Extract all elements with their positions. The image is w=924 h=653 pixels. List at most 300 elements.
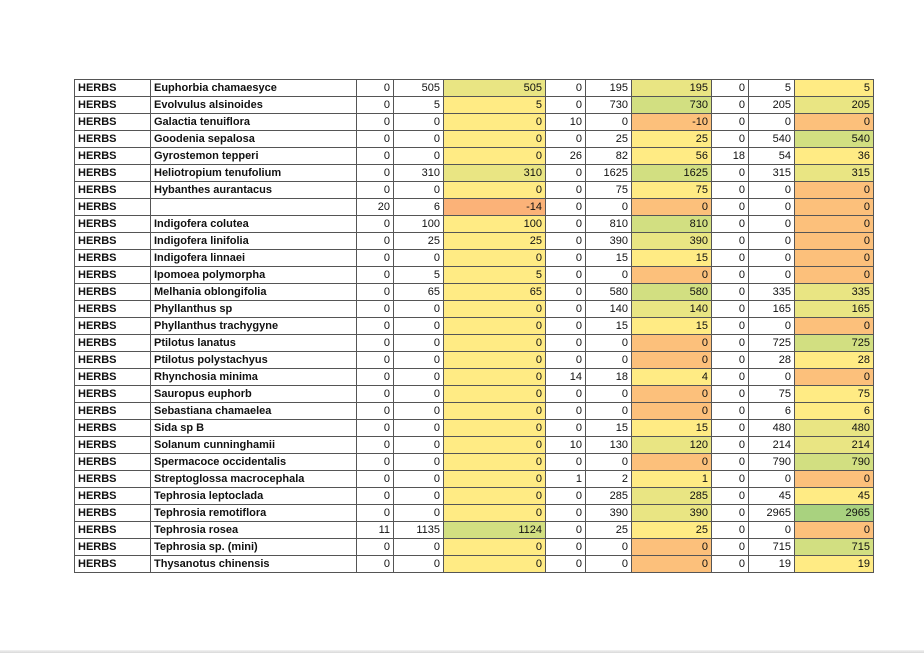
value-cell: 2965 xyxy=(749,505,795,522)
species-cell: Phyllanthus trachygyne xyxy=(151,318,357,335)
difference-cell: 0 xyxy=(444,318,546,335)
difference-cell: 0 xyxy=(444,335,546,352)
value-cell: 0 xyxy=(357,284,394,301)
difference-cell: 19 xyxy=(795,556,874,573)
table-row xyxy=(75,539,874,556)
difference-cell: 390 xyxy=(632,233,712,250)
category-cell: HERBS xyxy=(75,556,151,573)
value-cell: 0 xyxy=(546,386,586,403)
species-cell: Goodenia sepalosa xyxy=(151,131,357,148)
species-cell: Phyllanthus sp xyxy=(151,301,357,318)
difference-cell: 480 xyxy=(795,420,874,437)
species-cell: Sebastiana chamaelea xyxy=(151,403,357,420)
value-cell: 0 xyxy=(546,284,586,301)
value-cell: 310 xyxy=(394,165,444,182)
species-cell: Ptilotus lanatus xyxy=(151,335,357,352)
value-cell: 0 xyxy=(394,403,444,420)
value-cell: 0 xyxy=(357,335,394,352)
value-cell: 75 xyxy=(749,386,795,403)
value-cell: 0 xyxy=(546,250,586,267)
value-cell: 0 xyxy=(357,148,394,165)
species-cell: Solanum cunninghamii xyxy=(151,437,357,454)
difference-cell: 2965 xyxy=(795,505,874,522)
difference-cell: 75 xyxy=(795,386,874,403)
value-cell: 0 xyxy=(712,114,749,131)
value-cell: 0 xyxy=(586,335,632,352)
value-cell: 0 xyxy=(546,80,586,97)
difference-cell: 214 xyxy=(795,437,874,454)
category-cell: HERBS xyxy=(75,267,151,284)
species-cell: Tephrosia sp. (mini) xyxy=(151,539,357,556)
difference-cell: 1 xyxy=(632,471,712,488)
value-cell: 0 xyxy=(712,233,749,250)
value-cell: 65 xyxy=(394,284,444,301)
difference-cell: 0 xyxy=(444,437,546,454)
species-cell: Thysanotus chinensis xyxy=(151,556,357,573)
category-cell: HERBS xyxy=(75,131,151,148)
table-row xyxy=(75,148,874,165)
value-cell: 0 xyxy=(546,301,586,318)
difference-cell: 0 xyxy=(795,318,874,335)
difference-cell: 540 xyxy=(795,131,874,148)
difference-cell: 390 xyxy=(632,505,712,522)
value-cell: 390 xyxy=(586,233,632,250)
value-cell: 0 xyxy=(712,301,749,318)
value-cell: 6 xyxy=(394,199,444,216)
table-row xyxy=(75,386,874,403)
value-cell: 1625 xyxy=(586,165,632,182)
species-cell: Streptoglossa macrocephala xyxy=(151,471,357,488)
value-cell: 0 xyxy=(394,131,444,148)
value-cell: 5 xyxy=(394,97,444,114)
value-cell: 0 xyxy=(546,318,586,335)
table-row xyxy=(75,131,874,148)
difference-cell: 0 xyxy=(444,352,546,369)
value-cell: 0 xyxy=(357,250,394,267)
value-cell: 0 xyxy=(357,352,394,369)
difference-cell: 0 xyxy=(795,182,874,199)
value-cell: 0 xyxy=(546,267,586,284)
value-cell: 0 xyxy=(712,403,749,420)
value-cell: 0 xyxy=(394,437,444,454)
value-cell: 0 xyxy=(394,386,444,403)
value-cell: 725 xyxy=(749,335,795,352)
table-row xyxy=(75,250,874,267)
value-cell: 18 xyxy=(586,369,632,386)
difference-cell: 6 xyxy=(795,403,874,420)
value-cell: 0 xyxy=(712,505,749,522)
difference-cell: 0 xyxy=(632,539,712,556)
difference-cell: 0 xyxy=(632,335,712,352)
difference-cell: 0 xyxy=(632,199,712,216)
value-cell: 28 xyxy=(749,352,795,369)
species-table xyxy=(74,79,874,573)
value-cell: 0 xyxy=(712,216,749,233)
value-cell: 0 xyxy=(357,403,394,420)
value-cell: 0 xyxy=(712,488,749,505)
value-cell: 0 xyxy=(586,403,632,420)
category-cell: HERBS xyxy=(75,386,151,403)
difference-cell: 0 xyxy=(444,148,546,165)
table-row xyxy=(75,335,874,352)
value-cell: 0 xyxy=(749,471,795,488)
value-cell: 0 xyxy=(546,335,586,352)
species-cell: Euphorbia chamaesyce xyxy=(151,80,357,97)
difference-cell: 0 xyxy=(444,250,546,267)
species-cell: Indigofera linnaei xyxy=(151,250,357,267)
value-cell: 0 xyxy=(712,522,749,539)
value-cell: 214 xyxy=(749,437,795,454)
value-cell: 810 xyxy=(586,216,632,233)
species-cell: Evolvulus alsinoides xyxy=(151,97,357,114)
value-cell: 0 xyxy=(357,267,394,284)
species-cell: Indigofera colutea xyxy=(151,216,357,233)
value-cell: 0 xyxy=(357,131,394,148)
species-cell: Ptilotus polystachyus xyxy=(151,352,357,369)
value-cell: 0 xyxy=(546,539,586,556)
difference-cell: 0 xyxy=(444,454,546,471)
difference-cell: 15 xyxy=(632,250,712,267)
value-cell: 0 xyxy=(712,556,749,573)
difference-cell: 28 xyxy=(795,352,874,369)
value-cell: 0 xyxy=(394,352,444,369)
difference-cell: 580 xyxy=(632,284,712,301)
table-row xyxy=(75,182,874,199)
value-cell: 0 xyxy=(712,199,749,216)
table-row xyxy=(75,80,874,97)
value-cell: 0 xyxy=(546,131,586,148)
difference-cell: 315 xyxy=(795,165,874,182)
difference-cell: 0 xyxy=(795,233,874,250)
difference-cell: 0 xyxy=(444,301,546,318)
value-cell: 0 xyxy=(749,233,795,250)
difference-cell: 0 xyxy=(795,267,874,284)
category-cell: HERBS xyxy=(75,199,151,216)
value-cell: 0 xyxy=(394,369,444,386)
value-cell: 0 xyxy=(546,352,586,369)
value-cell: 25 xyxy=(586,131,632,148)
value-cell: 0 xyxy=(357,505,394,522)
difference-cell: 140 xyxy=(632,301,712,318)
value-cell: 0 xyxy=(394,539,444,556)
category-cell: HERBS xyxy=(75,165,151,182)
value-cell: 15 xyxy=(586,250,632,267)
species-cell: Indigofera linifolia xyxy=(151,233,357,250)
value-cell: 0 xyxy=(586,454,632,471)
value-cell: 0 xyxy=(586,556,632,573)
value-cell: 0 xyxy=(586,267,632,284)
table-row xyxy=(75,403,874,420)
value-cell: 0 xyxy=(586,539,632,556)
value-cell: 0 xyxy=(394,250,444,267)
category-cell: HERBS xyxy=(75,148,151,165)
difference-cell: 5 xyxy=(795,80,874,97)
species-cell: Rhynchosia minima xyxy=(151,369,357,386)
category-cell: HERBS xyxy=(75,403,151,420)
table-body xyxy=(75,80,874,573)
table-row xyxy=(75,114,874,131)
value-cell: 730 xyxy=(586,97,632,114)
difference-cell: 0 xyxy=(795,250,874,267)
difference-cell: 0 xyxy=(444,182,546,199)
difference-cell: 165 xyxy=(795,301,874,318)
value-cell: 0 xyxy=(712,471,749,488)
difference-cell: 0 xyxy=(444,488,546,505)
category-cell: HERBS xyxy=(75,114,151,131)
difference-cell: 0 xyxy=(444,403,546,420)
value-cell: 10 xyxy=(546,114,586,131)
difference-cell: 0 xyxy=(795,522,874,539)
value-cell: 0 xyxy=(749,522,795,539)
value-cell: 0 xyxy=(394,420,444,437)
category-cell: HERBS xyxy=(75,505,151,522)
value-cell: 0 xyxy=(749,369,795,386)
table-row xyxy=(75,318,874,335)
value-cell: 0 xyxy=(357,114,394,131)
value-cell: 0 xyxy=(357,454,394,471)
value-cell: 0 xyxy=(712,454,749,471)
category-cell: HERBS xyxy=(75,488,151,505)
value-cell: 0 xyxy=(546,165,586,182)
value-cell: 0 xyxy=(712,335,749,352)
species-cell: Sauropus euphorb xyxy=(151,386,357,403)
category-cell: HERBS xyxy=(75,369,151,386)
value-cell: 140 xyxy=(586,301,632,318)
value-cell: 0 xyxy=(394,556,444,573)
value-cell: 0 xyxy=(357,437,394,454)
category-cell: HERBS xyxy=(75,318,151,335)
value-cell: 0 xyxy=(749,318,795,335)
category-cell: HERBS xyxy=(75,284,151,301)
category-cell: HERBS xyxy=(75,539,151,556)
value-cell: 0 xyxy=(546,488,586,505)
difference-cell: 790 xyxy=(795,454,874,471)
category-cell: HERBS xyxy=(75,454,151,471)
difference-cell: 0 xyxy=(632,386,712,403)
value-cell: 0 xyxy=(712,284,749,301)
table-row xyxy=(75,454,874,471)
value-cell: 0 xyxy=(357,386,394,403)
category-cell: HERBS xyxy=(75,216,151,233)
difference-cell: 0 xyxy=(795,199,874,216)
difference-cell: 0 xyxy=(444,114,546,131)
category-cell: HERBS xyxy=(75,471,151,488)
category-cell: HERBS xyxy=(75,352,151,369)
value-cell: 0 xyxy=(394,182,444,199)
table-row xyxy=(75,369,874,386)
difference-cell: 25 xyxy=(632,131,712,148)
value-cell: 0 xyxy=(712,80,749,97)
category-cell: HERBS xyxy=(75,182,151,199)
difference-cell: 725 xyxy=(795,335,874,352)
difference-cell: 505 xyxy=(444,80,546,97)
difference-cell: 715 xyxy=(795,539,874,556)
table-row xyxy=(75,301,874,318)
value-cell: 1135 xyxy=(394,522,444,539)
difference-cell: 0 xyxy=(632,556,712,573)
value-cell: 0 xyxy=(546,556,586,573)
value-cell: 0 xyxy=(357,233,394,250)
difference-cell: 0 xyxy=(444,505,546,522)
species-cell: Galactia tenuiflora xyxy=(151,114,357,131)
table-row xyxy=(75,284,874,301)
category-cell: HERBS xyxy=(75,522,151,539)
value-cell: 0 xyxy=(749,114,795,131)
difference-cell: 0 xyxy=(444,420,546,437)
value-cell: 0 xyxy=(357,488,394,505)
value-cell: 130 xyxy=(586,437,632,454)
value-cell: 0 xyxy=(712,420,749,437)
difference-cell: 65 xyxy=(444,284,546,301)
value-cell: 0 xyxy=(546,199,586,216)
category-cell: HERBS xyxy=(75,301,151,318)
difference-cell: 5 xyxy=(444,97,546,114)
value-cell: 14 xyxy=(546,369,586,386)
difference-cell: 310 xyxy=(444,165,546,182)
species-cell: Tephrosia remotiflora xyxy=(151,505,357,522)
difference-cell: 0 xyxy=(795,216,874,233)
value-cell: 18 xyxy=(712,148,749,165)
value-cell: 205 xyxy=(749,97,795,114)
value-cell: 0 xyxy=(357,471,394,488)
value-cell: 0 xyxy=(546,97,586,114)
value-cell: 75 xyxy=(586,182,632,199)
value-cell: 390 xyxy=(586,505,632,522)
difference-cell: 205 xyxy=(795,97,874,114)
value-cell: 0 xyxy=(394,488,444,505)
value-cell: 0 xyxy=(394,301,444,318)
value-cell: 6 xyxy=(749,403,795,420)
value-cell: 25 xyxy=(586,522,632,539)
table-row xyxy=(75,488,874,505)
difference-cell: 15 xyxy=(632,420,712,437)
value-cell: 0 xyxy=(357,369,394,386)
value-cell: 25 xyxy=(394,233,444,250)
category-cell: HERBS xyxy=(75,420,151,437)
difference-cell: 730 xyxy=(632,97,712,114)
value-cell: 0 xyxy=(712,352,749,369)
value-cell: 0 xyxy=(394,114,444,131)
value-cell: 0 xyxy=(712,437,749,454)
value-cell: 0 xyxy=(749,182,795,199)
value-cell: 195 xyxy=(586,80,632,97)
value-cell: 165 xyxy=(749,301,795,318)
value-cell: 335 xyxy=(749,284,795,301)
value-cell: 0 xyxy=(357,420,394,437)
value-cell: 45 xyxy=(749,488,795,505)
value-cell: 0 xyxy=(712,250,749,267)
value-cell: 82 xyxy=(586,148,632,165)
difference-cell: 0 xyxy=(795,369,874,386)
value-cell: 0 xyxy=(394,148,444,165)
difference-cell: 285 xyxy=(632,488,712,505)
value-cell: 0 xyxy=(749,267,795,284)
value-cell: 11 xyxy=(357,522,394,539)
difference-cell: 25 xyxy=(632,522,712,539)
difference-cell: 1124 xyxy=(444,522,546,539)
value-cell: 54 xyxy=(749,148,795,165)
table-row xyxy=(75,522,874,539)
table-row xyxy=(75,420,874,437)
species-cell: Melhania oblongifolia xyxy=(151,284,357,301)
value-cell: 0 xyxy=(546,505,586,522)
value-cell: 0 xyxy=(586,352,632,369)
category-cell: HERBS xyxy=(75,233,151,250)
difference-cell: 0 xyxy=(444,369,546,386)
value-cell: 0 xyxy=(357,80,394,97)
value-cell: 0 xyxy=(712,182,749,199)
value-cell: 480 xyxy=(749,420,795,437)
value-cell: 0 xyxy=(357,301,394,318)
species-cell: Tephrosia rosea xyxy=(151,522,357,539)
table-row xyxy=(75,556,874,573)
value-cell: 0 xyxy=(712,386,749,403)
value-cell: 10 xyxy=(546,437,586,454)
value-cell: 0 xyxy=(546,233,586,250)
difference-cell: 335 xyxy=(795,284,874,301)
category-cell: HERBS xyxy=(75,335,151,352)
difference-cell: 4 xyxy=(632,369,712,386)
difference-cell: 45 xyxy=(795,488,874,505)
difference-cell: 810 xyxy=(632,216,712,233)
table-row xyxy=(75,437,874,454)
difference-cell: 0 xyxy=(632,454,712,471)
table-row xyxy=(75,233,874,250)
table-row xyxy=(75,471,874,488)
value-cell: 0 xyxy=(712,267,749,284)
value-cell: 540 xyxy=(749,131,795,148)
value-cell: 580 xyxy=(586,284,632,301)
value-cell: 20 xyxy=(357,199,394,216)
value-cell: 0 xyxy=(394,335,444,352)
category-cell: HERBS xyxy=(75,80,151,97)
species-cell: Hybanthes aurantacus xyxy=(151,182,357,199)
difference-cell: 36 xyxy=(795,148,874,165)
species-cell: Gyrostemon tepperi xyxy=(151,148,357,165)
species-cell xyxy=(151,199,357,216)
difference-cell: 0 xyxy=(444,471,546,488)
value-cell: 15 xyxy=(586,318,632,335)
species-cell: Tephrosia leptoclada xyxy=(151,488,357,505)
value-cell: 0 xyxy=(546,420,586,437)
value-cell: 0 xyxy=(357,165,394,182)
difference-cell: 0 xyxy=(444,539,546,556)
difference-cell: 0 xyxy=(632,267,712,284)
difference-cell: 0 xyxy=(632,352,712,369)
value-cell: 0 xyxy=(712,539,749,556)
value-cell: 2 xyxy=(586,471,632,488)
value-cell: 0 xyxy=(357,97,394,114)
value-cell: 0 xyxy=(546,522,586,539)
difference-cell: 5 xyxy=(444,267,546,284)
value-cell: 0 xyxy=(586,386,632,403)
value-cell: 0 xyxy=(394,454,444,471)
species-cell: Ipomoea polymorpha xyxy=(151,267,357,284)
species-cell: Spermacoce occidentalis xyxy=(151,454,357,471)
value-cell: 0 xyxy=(749,216,795,233)
value-cell: 0 xyxy=(546,403,586,420)
value-cell: 0 xyxy=(357,182,394,199)
value-cell: 0 xyxy=(394,318,444,335)
value-cell: 0 xyxy=(712,318,749,335)
value-cell: 1 xyxy=(546,471,586,488)
difference-cell: 1625 xyxy=(632,165,712,182)
difference-cell: 100 xyxy=(444,216,546,233)
difference-cell: 25 xyxy=(444,233,546,250)
value-cell: 0 xyxy=(546,454,586,471)
value-cell: 505 xyxy=(394,80,444,97)
difference-cell: 120 xyxy=(632,437,712,454)
